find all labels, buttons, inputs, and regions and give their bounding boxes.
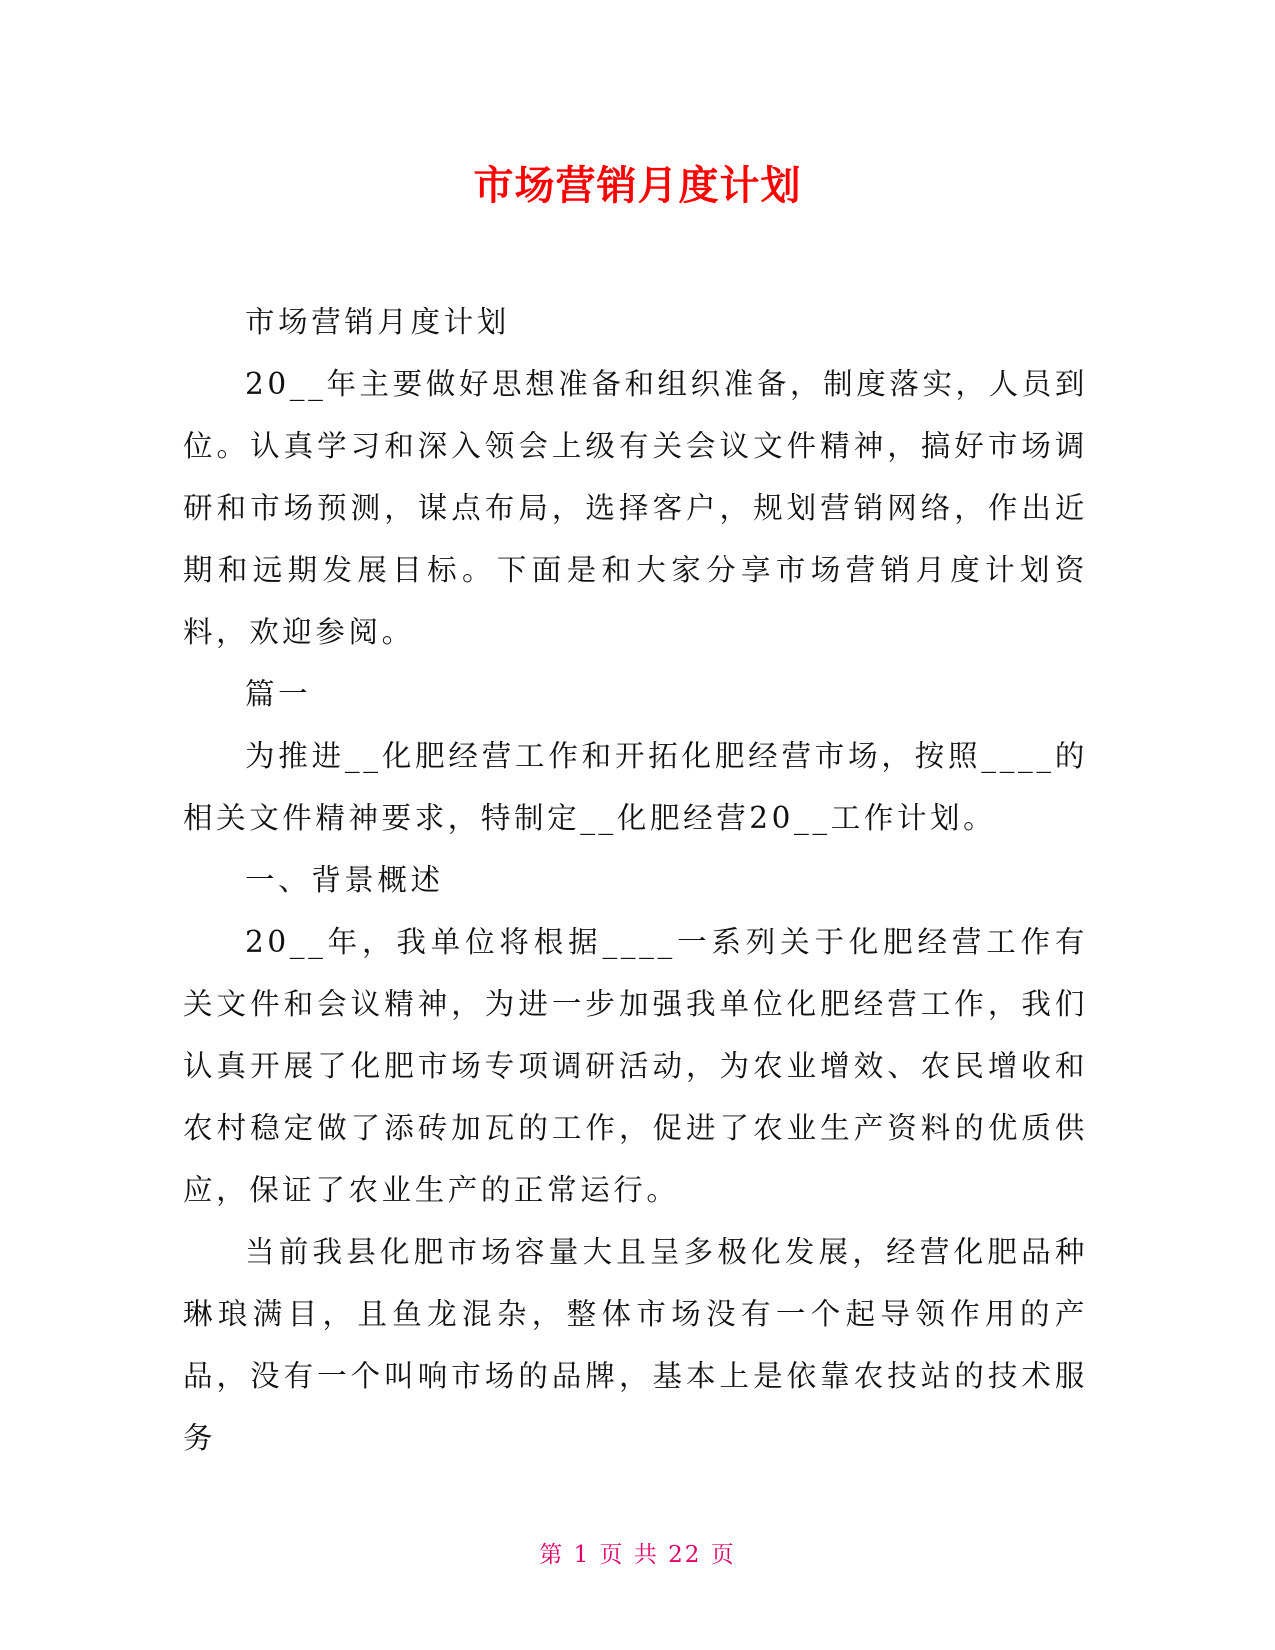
paragraph-intro: 20__年主要做好思想准备和组织准备，制度落实，人员到位。认真学习和深入领会上级有关会议文件精神，搞好市场调研和市场预测，谋点布局，选择客户，规划营销网络，作出近期和远期发展目标。下面是和大家分享市场营销月度计划资料，欢迎参阅。	[183, 367, 1088, 649]
paragraph-subheading: 一、背景概述	[245, 863, 444, 897]
paragraph-heading: 市场营销月度计划	[245, 305, 510, 339]
paragraph-section-label: 篇一	[245, 677, 312, 711]
document-title: 市场营销月度计划	[473, 163, 802, 209]
document-body	[183, 291, 1088, 1469]
paragraph-background: 20__年，我单位将根据____一系列关于化肥经营工作有关文件和会议精神，为进一步加强我单位化肥经营工作，我们认真开展了化肥市场专项调研活动，为农业增效、农民增收和农村稳定做了添砖加瓦的工作，促进了农业生产资料的优质供应，保证了农业生产的正常运行。	[183, 925, 1088, 1207]
paragraph-purpose: 为推进__化肥经营工作和开拓化肥经营市场，按照____的相关文件精神要求，特制定__化肥经营20__工作计划。	[183, 739, 1088, 835]
paragraph-market: 当前我县化肥市场容量大且呈多极化发展，经营化肥品种琳琅满目，且鱼龙混杂，整体市场没有一个起导领作用的产品，没有一个叫响市场的品牌，基本上是依靠农技站的技术服务	[183, 1235, 1088, 1455]
page-footer: 第 1 页 共 22 页	[539, 1542, 736, 1568]
